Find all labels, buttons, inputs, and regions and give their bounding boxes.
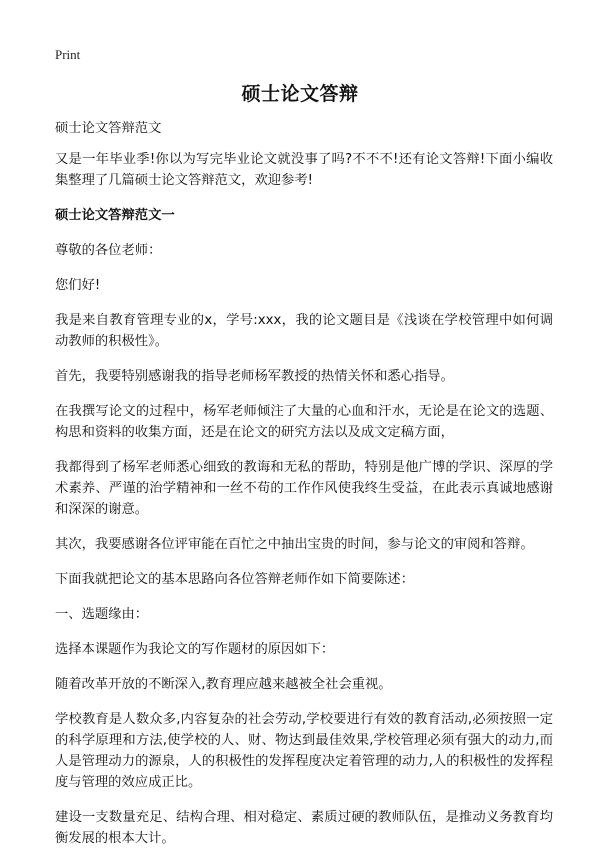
- page-title: 硕士论文答辩: [241, 83, 359, 105]
- paragraph: 首先，我要特别感谢我的指导老师杨军教授的热情关怀和悉心指导。: [55, 369, 454, 384]
- paragraph: 建设一支数量充足、结构合理、相对稳定、素质过硬的教师队伍，是推动义务教育均衡发展的根本大计。: [55, 810, 553, 846]
- greeting: 您们好!: [55, 278, 101, 293]
- paragraph: 在我撰写论文的过程中，杨军老师倾注了大量的心血和汗水，无论是在论文的选题、构思和资料的收集方面，还是在论文的研究方法以及成文定稿方面，: [55, 404, 553, 440]
- print-link[interactable]: Print: [55, 47, 81, 62]
- article-body: [55, 118, 553, 863]
- paragraph: 我都得到了杨军老师悉心细致的教诲和无私的帮助，特别是他广博的学识、深厚的学术素养、严谨的治学精神和一丝不苟的工作作风使我终生受益，在此表示真诚地感谢和深深的谢意。: [55, 460, 553, 517]
- subsection-heading: 一、选题缘由：: [55, 607, 149, 622]
- paragraph: 我是来自教育管理专业的x，学号:xxx，我的论文题目是《浅谈在学校管理中如何调动教师的积极性》。: [55, 313, 553, 349]
- paragraph: 其次，我要感谢各位评审能在百忙之中抽出宝贵的时间，参与论文的审阅和答辩。: [55, 537, 534, 552]
- paragraph: 选择本课题作为我论文的写作题材的原因如下：: [55, 642, 335, 657]
- article-subtitle: 硕士论文答辩范文: [55, 121, 162, 136]
- paragraph: 下面我就把论文的基本思路向各位答辩老师作如下简要陈述：: [55, 572, 415, 587]
- paragraph: 随着改革开放的不断深入,教育理应越来越被全社会重视。: [55, 677, 392, 692]
- intro-paragraph: 又是一年毕业季!你以为写完毕业论文就没事了吗?不不不!还有论文答辩!下面小编收集整理了几篇硕士论文答辩范文，欢迎参考!: [55, 152, 553, 188]
- section-heading: 硕士论文答辩范文一: [55, 208, 175, 223]
- paragraph: 学校教育是人数众多,内容复杂的社会劳动,学校要进行有效的教育活动,必须按照一定的科学原理和方法,使学校的人、财、物达到最佳效果,学校管理必须有强大的动力,而人是管理动力的源泉，人的积极性的发挥程度决定着管理的动力,人的积极性的发挥程度与管理的效应成正比。: [55, 712, 553, 790]
- salutation: 尊敬的各位老师：: [55, 243, 162, 258]
